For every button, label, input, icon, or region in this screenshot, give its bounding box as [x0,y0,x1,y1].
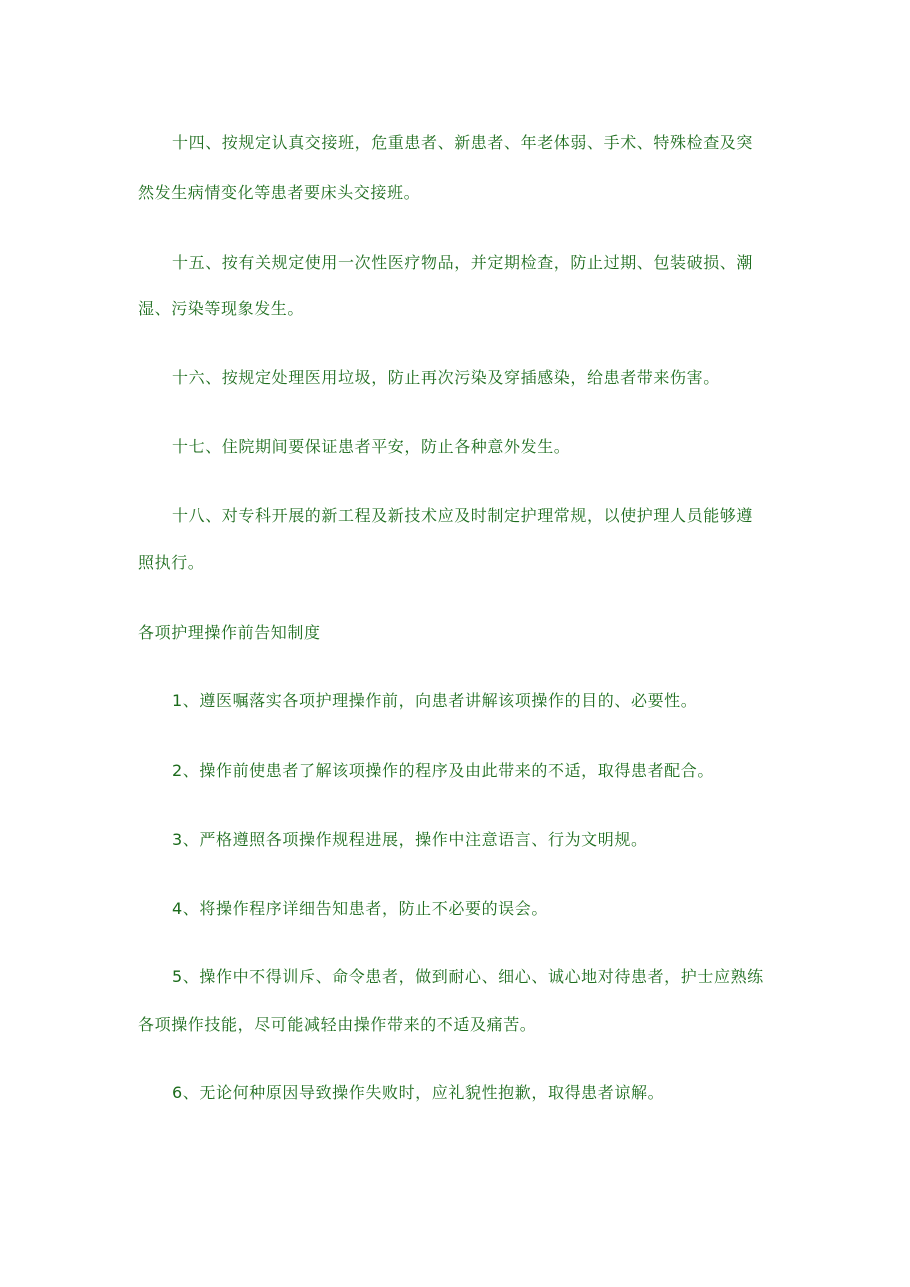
notice-3-line-1: 3、严格遵照各项操作规程进展，操作中注意语言、行为文明规。 [172,830,648,849]
rule-17-line-1: 十七、住院期间要保证患者平安，防止各种意外发生。 [172,437,571,456]
rule-18-line-1: 十八、对专科开展的新工程及新技术应及时制定护理常规，以使护理人员能够遵 [172,506,754,525]
rule-14-line-1: 十四、按规定认真交接班，危重患者、新患者、年老体弱、手术、特殊检查及突 [172,133,754,152]
notice-5-line-2: 各项操作技能，尽可能减轻由操作带来的不适及痛苦。 [138,1015,537,1034]
rule-15-line-2: 湿、污染等现象发生。 [138,299,305,318]
rule-14-line-2: 然发生病情变化等患者要床头交接班。 [138,183,421,202]
notice-1-line-1: 1、遵医嘱落实各项护理操作前，向患者讲解该项操作的目的、必要性。 [172,691,698,710]
rule-15-line-1: 十五、按有关规定使用一次性医疗物品，并定期检查，防止过期、包装破损、潮 [172,253,754,272]
notice-2-line-1: 2、操作前使患者了解该项操作的程序及由此带来的不适，取得患者配合。 [172,761,714,780]
notice-4-line-1: 4、将操作程序详细告知患者，防止不必要的误会。 [172,899,548,918]
notice-6-line-1: 6、无论何种原因导致操作失败时，应礼貌性抱歉，取得患者谅解。 [172,1083,665,1102]
notice-5-line-1: 5、操作中不得训斥、命令患者，做到耐心、细心、诚心地对待患者，护士应熟练 [172,967,764,986]
section-title: 各项护理操作前告知制度 [138,623,321,642]
rule-16-line-1: 十六、按规定处理医用垃圾，防止再次污染及穿插感染，给患者带来伤害。 [172,368,720,387]
rule-18-line-2: 照执行。 [138,553,205,572]
